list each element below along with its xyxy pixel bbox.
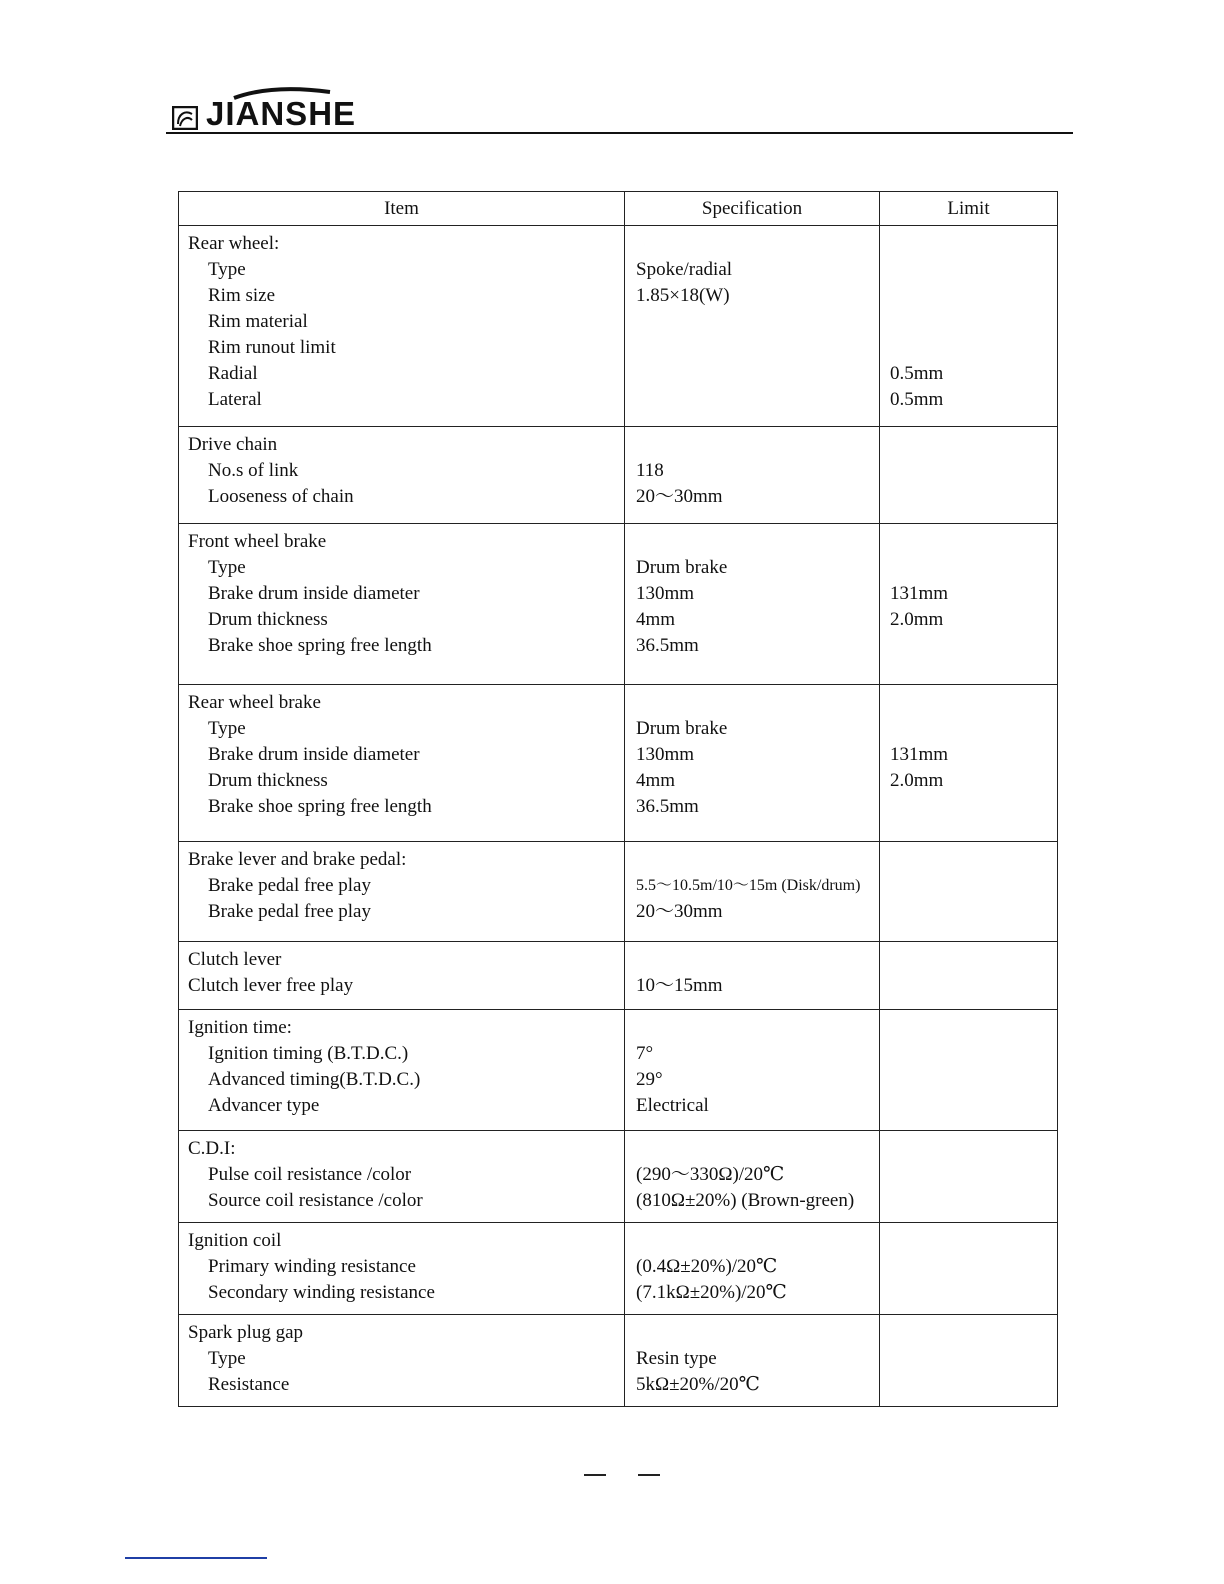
spec-cell — [625, 524, 880, 685]
item-sub-label: Drum thickness — [208, 770, 328, 791]
item-sub-label: Rim material — [208, 311, 308, 332]
item-cell — [179, 427, 625, 524]
item-heading: Ignition time: — [188, 1017, 292, 1038]
header-divider — [166, 132, 1073, 134]
spec-value: 118 — [636, 460, 664, 481]
item-sub-label: Brake pedal free play — [208, 875, 371, 896]
spec-value — [636, 1228, 871, 1254]
spec-cell — [625, 427, 880, 524]
limit-cell — [880, 524, 1058, 685]
limit-value — [890, 847, 1049, 873]
spec-value: 4mm — [636, 609, 676, 630]
limit-cell — [880, 427, 1058, 524]
spec-value: 5kΩ±20%/20℃ — [636, 1374, 760, 1395]
limit-value — [890, 899, 1049, 925]
page-number-marks — [584, 1474, 664, 1478]
limit-value — [890, 1041, 1049, 1067]
spec-value: 5.5～10.5m/10～15m (Disk/drum) — [636, 877, 861, 894]
spec-cell — [625, 226, 880, 427]
brand-name: JIANSHE — [206, 95, 357, 132]
limit-cell — [880, 1315, 1058, 1407]
limit-value — [890, 484, 1049, 510]
limit-value — [890, 1346, 1049, 1372]
item-sub-label: Type — [208, 1348, 246, 1369]
item-sub-label: Lateral — [208, 389, 262, 410]
item-cell — [179, 524, 625, 685]
table-row — [179, 1010, 1058, 1131]
item-cell — [179, 1315, 625, 1407]
spec-value: 4mm — [636, 770, 676, 791]
limit-value: 0.5mm — [890, 389, 944, 410]
limit-cell — [880, 942, 1058, 1010]
limit-value — [890, 1280, 1049, 1306]
item-cell — [179, 1223, 625, 1315]
item-sub-label: Advanced timing(B.T.D.C.) — [208, 1069, 421, 1090]
spec-value — [636, 309, 871, 335]
spec-value — [636, 947, 871, 973]
table-row — [179, 1223, 1058, 1315]
item-sub-label: Resistance — [208, 1374, 290, 1395]
item-sub-label: Type — [208, 557, 246, 578]
item-cell — [179, 942, 625, 1010]
item-heading: C.D.I: — [188, 1138, 236, 1159]
page-mark-right — [638, 1474, 660, 1476]
item-sub-label: Brake drum inside diameter — [208, 744, 420, 765]
spec-value: 7° — [636, 1043, 654, 1064]
limit-cell — [880, 1223, 1058, 1315]
item-sub-label: Type — [208, 718, 246, 739]
page-mark-left — [584, 1474, 606, 1476]
limit-value: 2.0mm — [890, 770, 944, 791]
column-header-limit: Limit — [880, 192, 1058, 226]
limit-cell — [880, 685, 1058, 842]
spec-value — [636, 690, 871, 716]
item-sub-label: Looseness of chain — [208, 486, 354, 507]
limit-value: 0.5mm — [890, 363, 944, 384]
spec-cell — [625, 942, 880, 1010]
spec-value: 10～15mm — [636, 975, 723, 996]
spec-cell — [625, 1223, 880, 1315]
item-heading: Clutch lever — [188, 949, 282, 970]
item-sub-label: Primary winding resistance — [208, 1256, 416, 1277]
spec-value — [636, 361, 871, 387]
limit-value — [890, 335, 1049, 361]
limit-value: 131mm — [890, 744, 949, 765]
specification-table — [178, 191, 1058, 1407]
spec-cell — [625, 685, 880, 842]
spec-value: (810Ω±20%) (Brown-green) — [636, 1190, 855, 1211]
limit-value — [890, 873, 1049, 899]
table-row — [179, 1131, 1058, 1223]
spec-value: Drum brake — [636, 718, 728, 739]
limit-value — [890, 794, 1049, 820]
item-sub-label: Ignition timing (B.T.D.C.) — [208, 1043, 409, 1064]
limit-value — [890, 458, 1049, 484]
table-row — [179, 427, 1058, 524]
spec-value — [636, 387, 871, 413]
limit-value — [890, 1188, 1049, 1214]
limit-value — [890, 1136, 1049, 1162]
limit-value — [890, 1372, 1049, 1398]
item-sub-label: Radial — [208, 363, 258, 384]
spec-value: 20～30mm — [636, 901, 723, 922]
spec-cell — [625, 1315, 880, 1407]
spec-value: Resin type — [636, 1348, 717, 1369]
spec-value: 36.5mm — [636, 796, 699, 817]
item-heading: Spark plug gap — [188, 1322, 304, 1343]
spec-value — [636, 847, 871, 873]
spec-value — [636, 432, 871, 458]
item-heading: Rear wheel: — [188, 233, 280, 254]
table-row — [179, 226, 1058, 427]
limit-cell — [880, 1010, 1058, 1131]
limit-value — [890, 1015, 1049, 1041]
item-sub-label: Drum thickness — [208, 609, 328, 630]
limit-value — [890, 716, 1049, 742]
spec-value — [636, 1015, 871, 1041]
spec-value — [636, 335, 871, 361]
spec-value: (0.4Ω±20%)/20℃ — [636, 1256, 778, 1277]
item-heading: Ignition coil — [188, 1230, 282, 1251]
limit-value — [890, 1228, 1049, 1254]
item-sub-label: Rim size — [208, 285, 276, 306]
table-row — [179, 1315, 1058, 1407]
item-heading: Front wheel brake — [188, 531, 327, 552]
spec-value: 130mm — [636, 583, 695, 604]
limit-value — [890, 529, 1049, 555]
item-cell — [179, 685, 625, 842]
spec-value — [636, 1136, 871, 1162]
table-row — [179, 685, 1058, 842]
spec-cell — [625, 1010, 880, 1131]
spec-value: 1.85×18(W) — [636, 285, 730, 306]
item-sub-label: Secondary winding resistance — [208, 1282, 435, 1303]
limit-value — [890, 1254, 1049, 1280]
spec-value: 130mm — [636, 744, 695, 765]
spec-value: Drum brake — [636, 557, 728, 578]
spec-value — [636, 529, 871, 555]
page-header — [166, 84, 1073, 136]
limit-value — [890, 690, 1049, 716]
spec-value: 29° — [636, 1069, 663, 1090]
brand-logo — [172, 86, 392, 132]
column-header-specification: Specification — [625, 192, 880, 226]
logo-emblem-icon — [172, 106, 198, 130]
item-sub-label: Type — [208, 259, 246, 280]
limit-cell — [880, 226, 1058, 427]
item-sub-label: Brake drum inside diameter — [208, 583, 420, 604]
spec-value: Electrical — [636, 1095, 709, 1116]
limit-value — [890, 1067, 1049, 1093]
limit-value — [890, 1320, 1049, 1346]
item-sub-label: Brake shoe spring free length — [208, 796, 432, 817]
table-row — [179, 524, 1058, 685]
item-sub-label: Source coil resistance /color — [208, 1190, 423, 1211]
table-row — [179, 842, 1058, 942]
limit-value — [890, 633, 1049, 659]
item-heading: Clutch lever free play — [188, 975, 354, 996]
spec-value: Spoke/radial — [636, 259, 733, 280]
column-header-item: Item — [179, 192, 625, 226]
item-cell — [179, 226, 625, 427]
limit-value — [890, 1162, 1049, 1188]
item-sub-label: Brake pedal free play — [208, 901, 371, 922]
item-sub-label: Advancer type — [208, 1095, 320, 1116]
item-sub-label: Pulse coil resistance /color — [208, 1164, 412, 1185]
limit-value — [890, 973, 1049, 999]
table-row — [179, 942, 1058, 1010]
limit-value — [890, 1093, 1049, 1119]
item-sub-label: No.s of link — [208, 460, 299, 481]
limit-value — [890, 257, 1049, 283]
spec-value: 36.5mm — [636, 635, 699, 656]
spec-value: (7.1kΩ±20%)/20℃ — [636, 1282, 787, 1303]
table-header-row — [179, 192, 1058, 226]
item-cell — [179, 1131, 625, 1223]
spec-value: 20～30mm — [636, 486, 723, 507]
limit-value: 131mm — [890, 583, 949, 604]
item-cell — [179, 1010, 625, 1131]
item-heading: Rear wheel brake — [188, 692, 321, 713]
item-heading: Drive chain — [188, 434, 278, 455]
footer-divider — [125, 1557, 267, 1559]
limit-value: 2.0mm — [890, 609, 944, 630]
spec-cell — [625, 1131, 880, 1223]
spec-value — [636, 231, 871, 257]
limit-value — [890, 432, 1049, 458]
limit-value — [890, 555, 1049, 581]
item-sub-label: Brake shoe spring free length — [208, 635, 432, 656]
limit-value — [890, 231, 1049, 257]
limit-value — [890, 283, 1049, 309]
item-cell — [179, 842, 625, 942]
item-heading: Brake lever and brake pedal: — [188, 849, 407, 870]
limit-value — [890, 947, 1049, 973]
spec-value — [636, 1320, 871, 1346]
spec-value: (290～330Ω)/20℃ — [636, 1164, 785, 1185]
limit-cell — [880, 842, 1058, 942]
limit-value — [890, 309, 1049, 335]
item-sub-label: Rim runout limit — [208, 337, 336, 358]
limit-cell — [880, 1131, 1058, 1223]
spec-cell — [625, 842, 880, 942]
